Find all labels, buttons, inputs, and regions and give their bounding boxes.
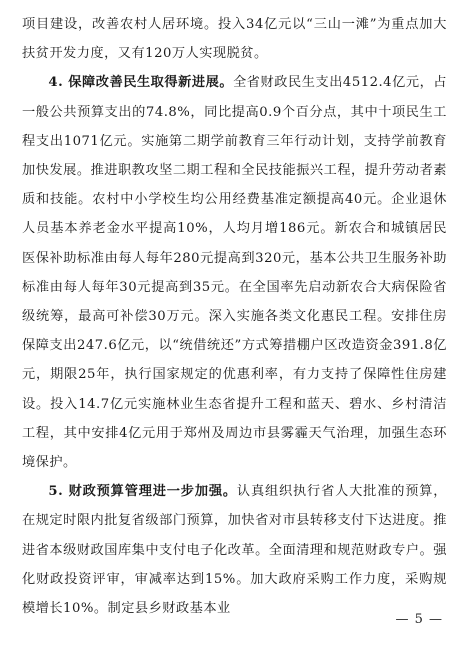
- paragraph-livelihood: [22, 68, 447, 477]
- paragraph-continued: [22, 10, 447, 68]
- section-heading: 5. 财政预算管理进一步加强。: [48, 484, 237, 500]
- paragraph-text: 项目建设，改善农村人居环境。投入34亿元以“三山一滩”为重点加大扶贫开发力度，又有120万人实现脱贫。: [22, 17, 447, 62]
- section-heading: 4. 保障改善民生取得新进展。: [48, 75, 234, 91]
- paragraph-text: 认真组织执行省人大批准的预算，在规定时限内批复省级部门预算，加快省对市县转移支付下达进度。推进省本级财政国库集中支付电子化改革。全面清理和规范财政专户。强化财政投资评审，审减率达到15%。加大政府采购工作力度，采购规模增长10%。制定县乡财政基本业: [22, 484, 447, 617]
- page-number: — 5 —: [395, 612, 443, 627]
- paragraph-text: 全省财政民生支出4512.4亿元，占一般公共预算支出的74.8%，同比提高0.9个百分点，其中十项民生工程支出1071亿元。实施第二期学前教育三年行动计划，支持学前教育加快发展。推进职教攻坚二期工程和全民技能振兴工程，提升劳动者素质和技能。农村中小学校生均公用经费基准定额提高40元。企业退休人员基本养老金水平提高10%，人均月增186元。新农合和城镇居民医保补助标准由每人每年280元提高到320元，基本公共卫生服务补助标准由每人每年30元提高到35元。在全国率先启动新农合大病保险省级统筹，最高可补偿30万元。深入实施各类文化惠民工程。安排住房保障支出247.6亿元，以“统借统还”方式筹措棚户区改造资金391.8亿元，期限25年，执行国家规定的优惠利率，有力支持了保障性住房建设。投入14.7亿元实施林业生态省提升工程和蓝天、碧水、乡村清洁工程，其中安排4亿元用于郑州及周边市县雾霾天气治理，加强生态环境保护。: [22, 75, 447, 471]
- paragraph-budget-management: [22, 477, 447, 623]
- body-text: [22, 10, 447, 623]
